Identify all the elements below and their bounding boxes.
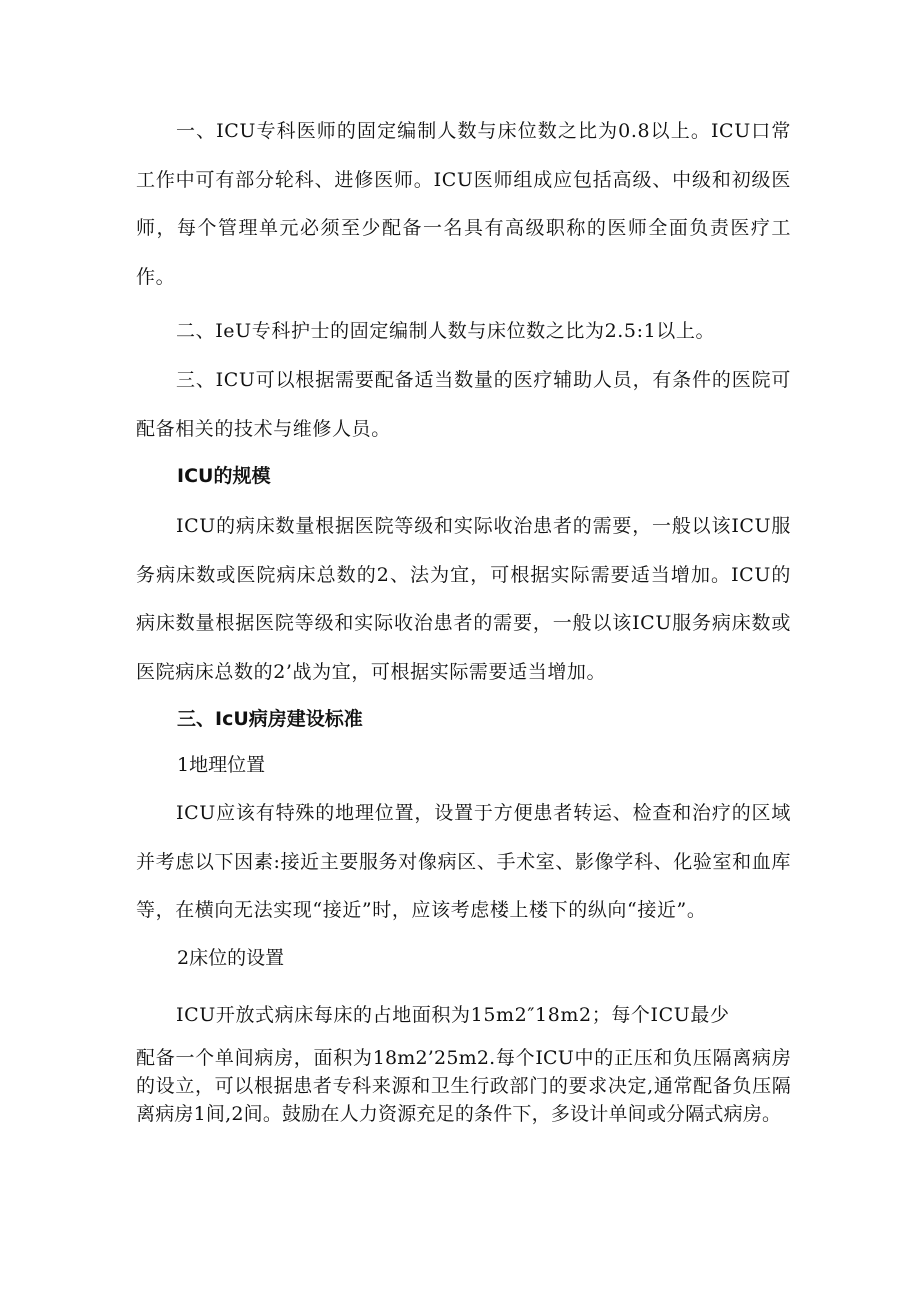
section-heading-ward-construction: 三、IcU病房建设标准: [177, 708, 363, 730]
subheading-location: 1地理位置: [177, 754, 266, 776]
paragraph-icu-nurse-ratio: 二、IeU专科护士的固定编制人数与床位数之比为2.5:1以上。: [176, 320, 716, 342]
paragraph-icu-support-staff: 三、ICU可以根据需要配备适当数量的医疗辅助人员，有条件的医院可配备相关的技术与维修人员。: [136, 369, 791, 440]
paragraph-isolation-rooms: 配备一个单间病房，面积为18m2’25m2.每个ICU中的正压和负压隔离病房的设立，可以根据患者专科来源和卫生行政部门的要求决定,通常配备负压隔离病房1间,2间。鼓励在人力资源充足的条件下，多设计单间或分隔式病房。: [136, 1047, 791, 1125]
section-heading-icu-scale: ICU的规模: [177, 465, 271, 487]
paragraph-icu-physician-ratio: 一、ICU专科医师的固定编制人数与床位数之比为0.8以上。ICU口常工作中可有部分轮科、进修医师。ICU医师组成应包括高级、中级和初级医师，每个管理单元必须至少配备一名具有高级职称的医师全面负责医疗工作。: [136, 120, 791, 289]
paragraph-bed-area: ICU开放式病床每床的占地面积为15m2″18m2；每个ICU最少: [176, 1004, 730, 1026]
subheading-bed-setup: 2床位的设置: [177, 947, 285, 969]
paragraph-location: ICU应该有特殊的地理位置，设置于方便患者转运、检查和治疗的区域并考虑以下因素:接近主要服务对像病区、手术室、影像学科、化验室和血库等，在横向无法实现“接近”时，应该考虑楼上楼下的纵向“接近”。: [136, 802, 791, 922]
paragraph-icu-bed-count: ICU的病床数量根据医院等级和实际收治患者的需要，一般以该ICU服务病床数或医院病床总数的2、法为宜，可根据实际需要适当增加。ICU的病床数量根据医院等级和实际收治患者的需要，一般以该ICU服务病床数或医院病床总数的2’战为宜，可根据实际需要适当增加。: [136, 515, 791, 684]
